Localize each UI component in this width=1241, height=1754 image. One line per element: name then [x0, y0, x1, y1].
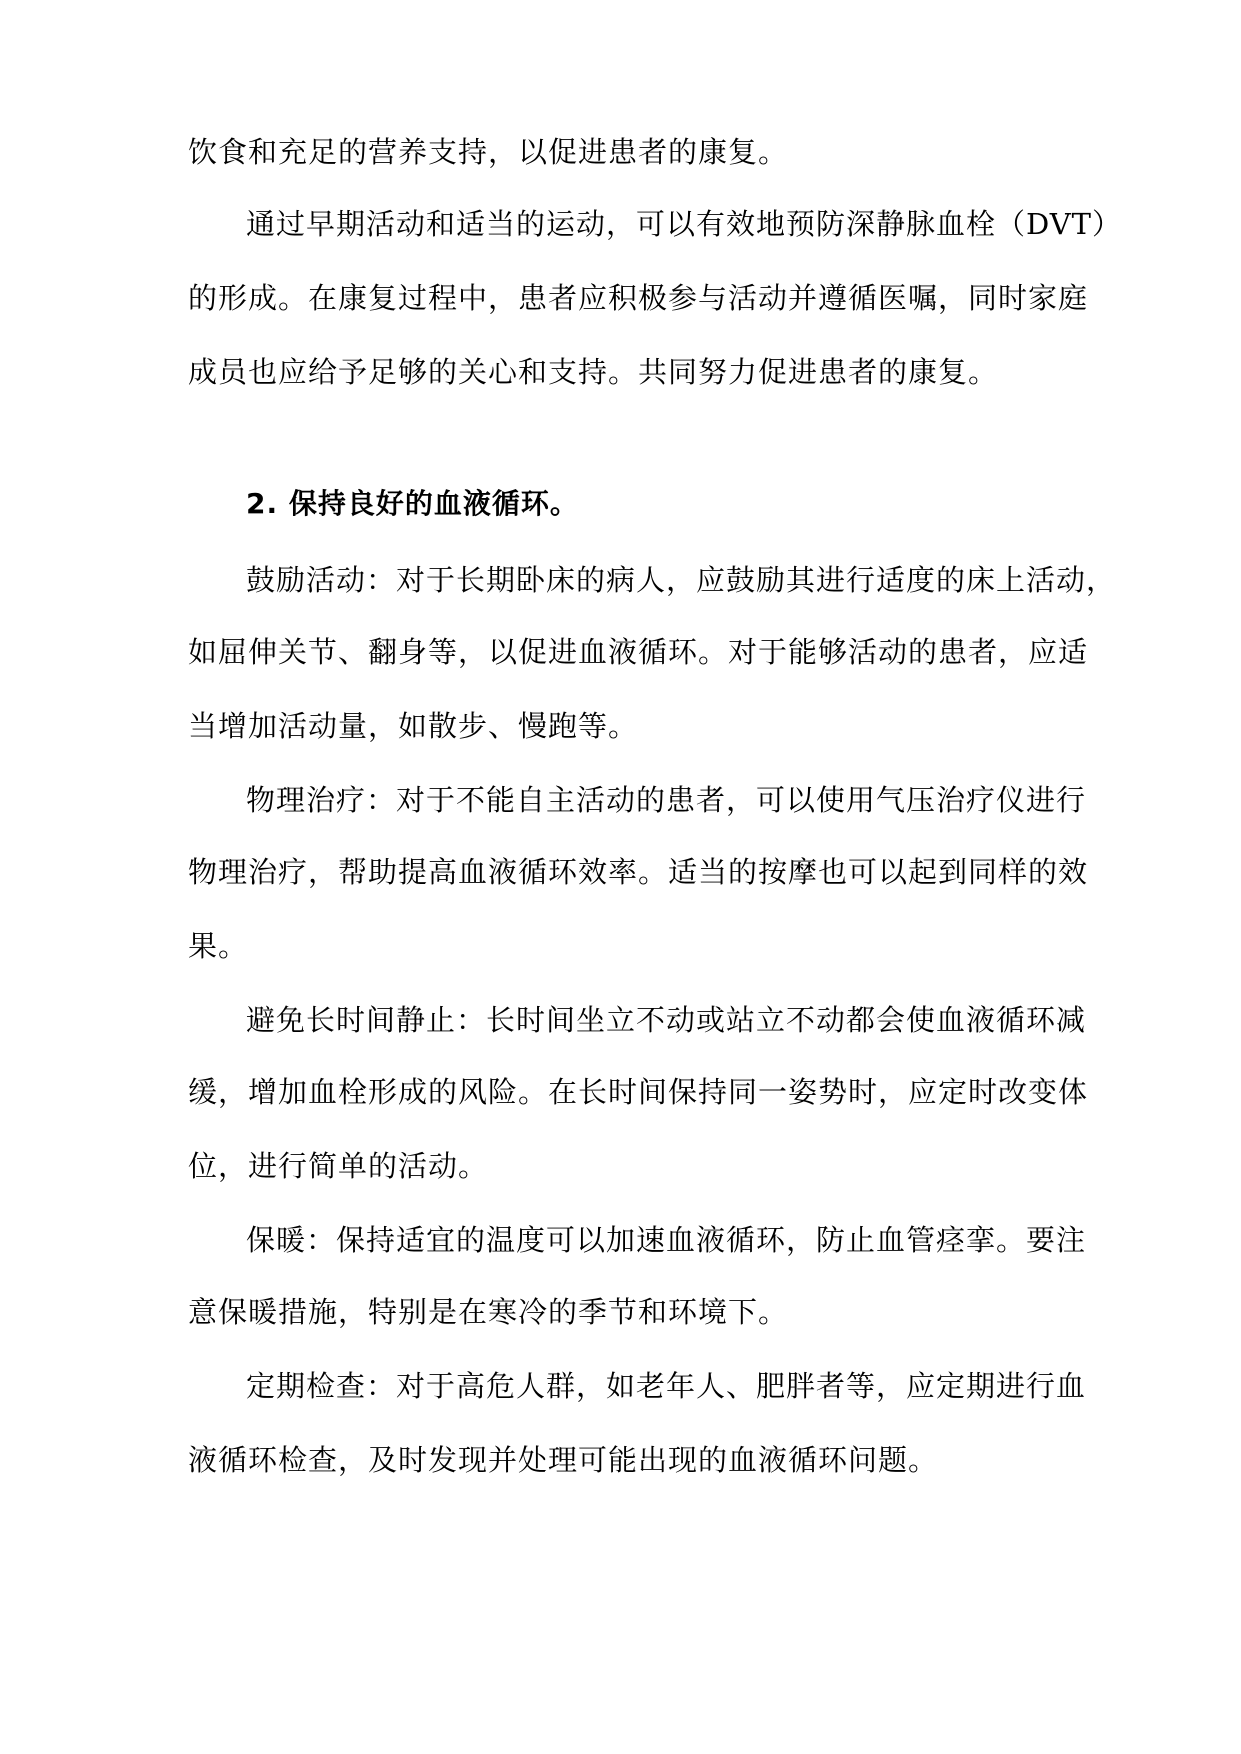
text-line: 定期检查：对于高危人群，如老年人、肥胖者等，应定期进行血 [246, 1369, 1087, 1403]
text-line: 意保暖措施，特别是在寒冷的季节和环境下。 [188, 1295, 789, 1329]
text-line: 缓，增加血栓形成的风险。在长时间保持同一姿势时，应定时改变体 [188, 1075, 1089, 1109]
text-line: 饮食和充足的营养支持，以促进患者的康复。 [188, 135, 789, 169]
text-line: 果。 [188, 929, 249, 963]
text-line: 保暖：保持适宜的温度可以加速血液循环，防止血管痉挛。要注 [246, 1223, 1087, 1257]
text-line: 当增加活动量，如散步、慢跑等。 [188, 709, 639, 743]
text-line: 避免长时间静止：长时间坐立不动或站立不动都会使血液循环减 [246, 1003, 1087, 1037]
section-heading: 2. 保持良好的血液循环。 [246, 487, 579, 520]
text-line: 成员也应给予足够的关心和支持。共同努力促进患者的康复。 [188, 355, 999, 389]
text-line: 位，进行简单的活动。 [188, 1149, 489, 1183]
text-line: 如屈伸关节、翻身等，以促进血液循环。对于能够活动的患者，应适 [188, 635, 1089, 669]
text-line: 物理治疗，帮助提高血液循环效率。适当的按摩也可以起到同样的效 [188, 855, 1089, 889]
text-line: 鼓励活动：对于长期卧床的病人，应鼓励其进行适度的床上活动， [246, 563, 1117, 597]
text-line: 物理治疗：对于不能自主活动的患者，可以使用气压治疗仪进行 [246, 783, 1087, 817]
text-line: 的形成。在康复过程中，患者应积极参与活动并遵循医嘱，同时家庭 [188, 281, 1089, 315]
text-line: 液循环检查，及时发现并处理可能出现的血液循环问题。 [188, 1443, 939, 1477]
text-line: 通过早期活动和适当的运动，可以有效地预防深静脉血栓（DVT） [246, 207, 1123, 241]
